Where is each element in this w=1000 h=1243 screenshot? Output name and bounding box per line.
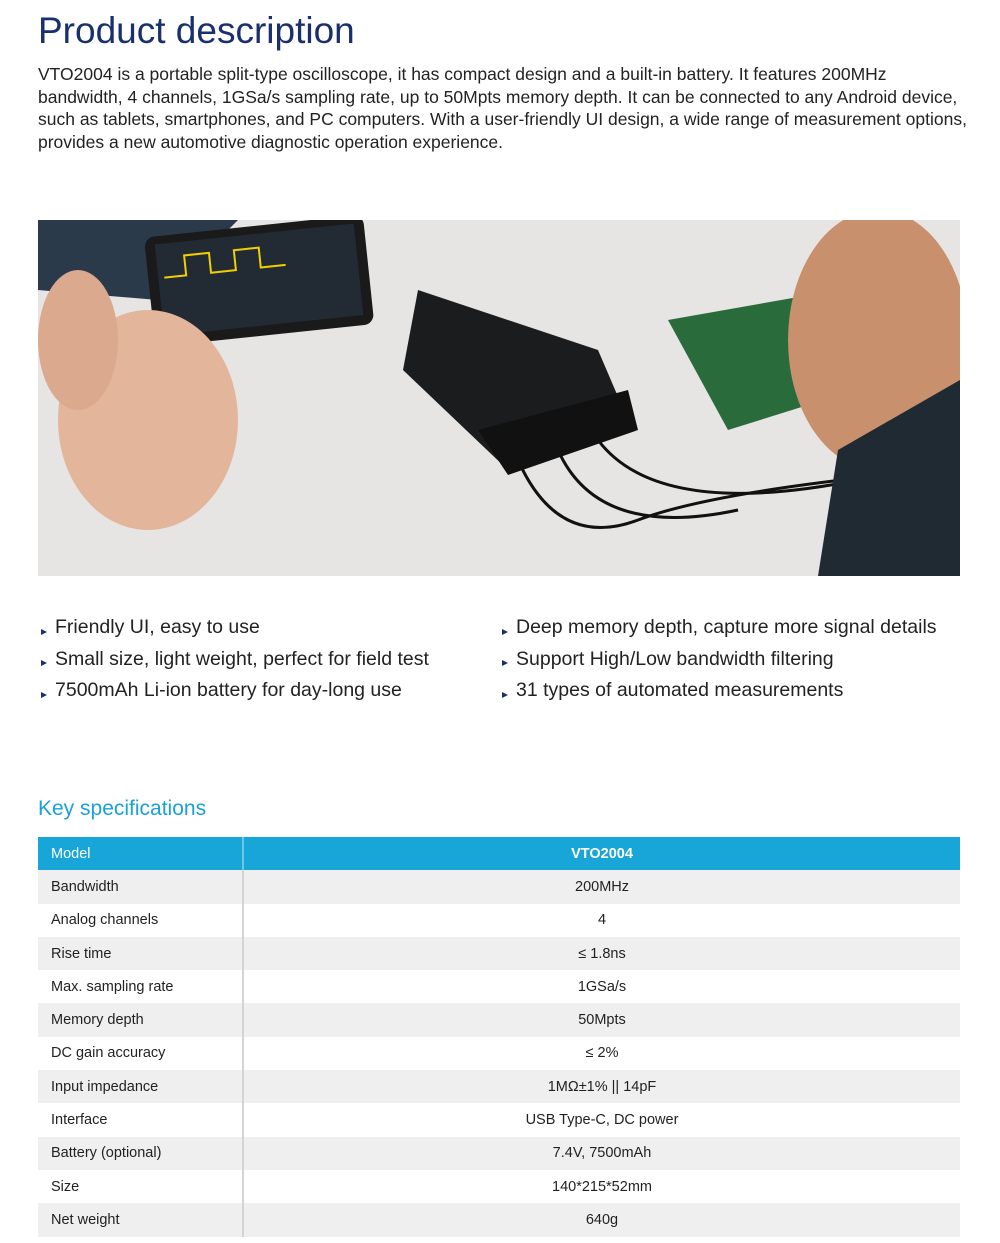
header-label: Model	[38, 837, 243, 870]
bullet-arrow-icon	[41, 629, 47, 635]
spec-value: 4	[243, 904, 960, 937]
spec-value: 50Mpts	[243, 1003, 960, 1036]
spec-label: Input impedance	[38, 1070, 243, 1103]
table-row	[38, 870, 960, 903]
bullet-arrow-icon	[502, 692, 508, 698]
bullet-arrow-icon	[41, 692, 47, 698]
feature-item	[38, 644, 429, 676]
bullet-arrow-icon	[502, 629, 508, 635]
page-title: Product description	[38, 10, 355, 51]
spec-value: 1MΩ±1% || 14pF	[243, 1070, 960, 1103]
spec-label: Size	[51, 1178, 80, 1195]
spec-value: 1GSa/s	[243, 970, 960, 1003]
table-row	[38, 1103, 960, 1136]
table-header-row	[38, 837, 960, 870]
feature-text: Support High/Low bandwidth filtering	[516, 647, 834, 670]
feature-item	[499, 644, 937, 676]
spec-label: Max. sampling rate	[51, 978, 174, 995]
spec-value: 640g	[243, 1203, 960, 1236]
table-row	[38, 1137, 960, 1170]
spec-label: Memory depth	[38, 1003, 243, 1036]
spec-value: USB Type-C, DC power	[243, 1103, 960, 1136]
table-row	[38, 904, 960, 937]
table-row	[38, 1170, 960, 1203]
feature-text: Friendly UI, easy to use	[55, 616, 260, 639]
spec-label: Analog channels	[51, 912, 159, 929]
spec-value: ≤ 2%	[243, 1037, 960, 1070]
feature-text: Small size, light weight, perfect for field test	[55, 647, 429, 670]
specs-title: Key specifications	[38, 797, 207, 820]
feature-list-left	[38, 612, 429, 707]
table-row	[38, 1203, 960, 1236]
feature-item	[38, 675, 429, 707]
header-value: VTO2004	[243, 837, 960, 870]
feature-text: 31 types of automated measurements	[516, 679, 844, 702]
table-row	[38, 937, 960, 970]
spec-label: DC gain accuracy	[51, 1045, 166, 1062]
spec-label: Rise time	[38, 937, 243, 970]
feature-item	[499, 675, 937, 707]
spec-value: ≤ 1.8ns	[243, 937, 960, 970]
product-photo	[38, 220, 960, 576]
spec-label: Battery (optional)	[38, 1137, 243, 1170]
spec-value: 140*215*52mm	[243, 1170, 960, 1203]
bullet-arrow-icon	[41, 660, 47, 666]
spec-value: 200MHz	[243, 870, 960, 903]
spec-label: Interface	[51, 1112, 108, 1129]
feature-list-right	[499, 612, 937, 707]
table-row	[38, 1003, 960, 1036]
table-row	[38, 1037, 960, 1070]
feature-text: Deep memory depth, capture more signal details	[516, 616, 937, 639]
table-row	[38, 970, 960, 1003]
spec-label: Bandwidth	[38, 870, 243, 903]
spec-value: 7.4V, 7500mAh	[243, 1137, 960, 1170]
feature-item	[499, 612, 937, 644]
spec-label: Net weight	[38, 1203, 243, 1236]
specs-table	[38, 837, 960, 1237]
product-description: VTO2004 is a portable split-type oscilloscope, it has compact design and a built-in battery. It features 200MHz bandwidth, 4 channels, 1GSa/s sampling rate, up to 50Mpts memory depth. It can be connected to any Android device, such as tablets, smartphones, and PC computers. With a user-friendly UI design, a wide range of measurement options, provides a new automotive diagnostic operation experience.	[38, 64, 967, 152]
feature-text: 7500mAh Li-ion battery for day-long use	[55, 679, 402, 702]
bullet-arrow-icon	[502, 660, 508, 666]
table-row	[38, 1070, 960, 1103]
feature-item	[38, 612, 429, 644]
